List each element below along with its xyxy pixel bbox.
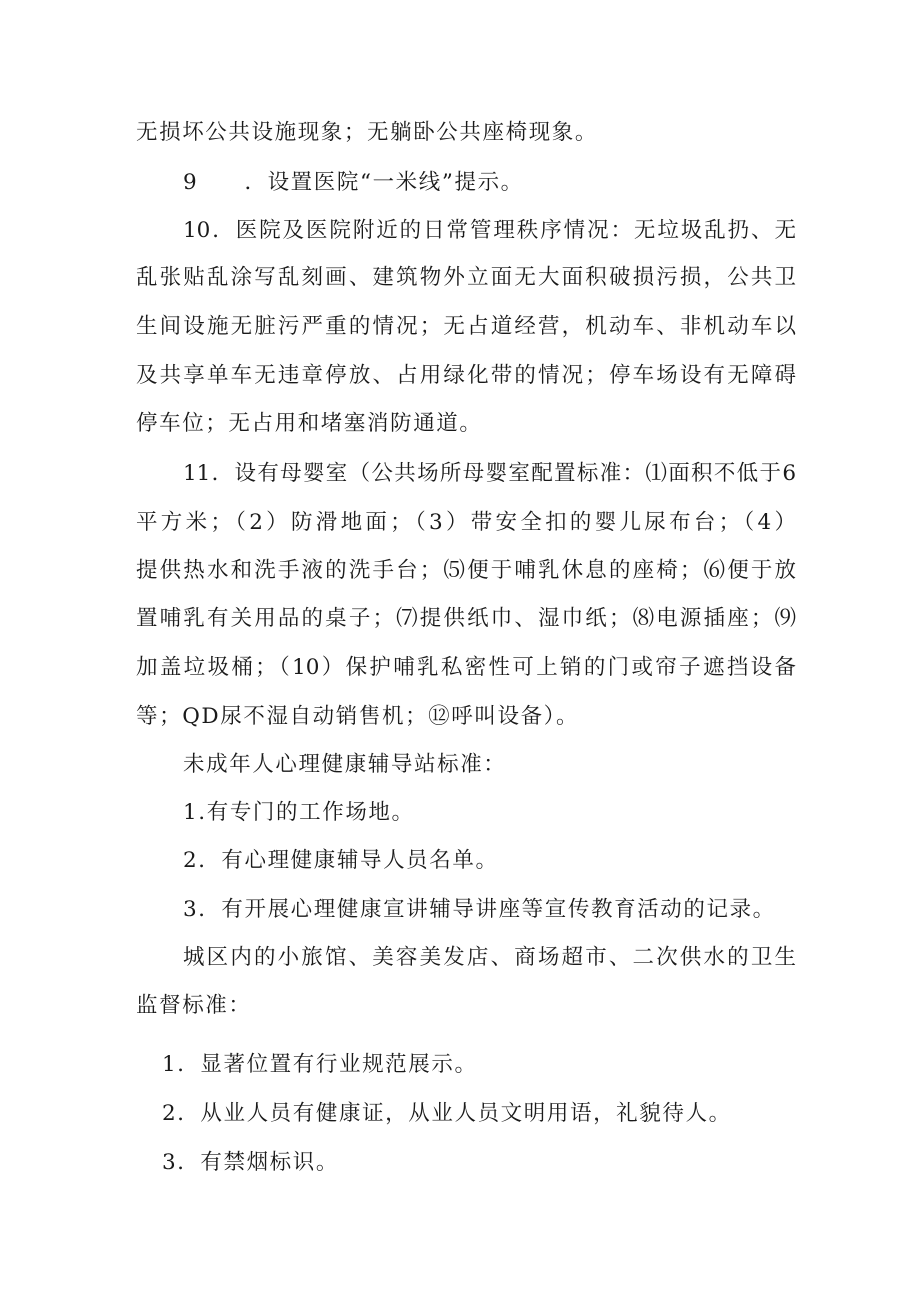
text-line: 3．有禁烟标识。 [162,1150,339,1175]
text-line: 监督标准： [136,993,252,1018]
text-line: 无损坏公共设施现象；无躺卧公共座椅现象。 [136,120,599,145]
text-line: 3．有开展心理健康宣讲辅导讲座等宣传教育活动的记录。 [183,897,776,922]
text-line: 及共享单车无违章停放、占用绿化带的情况；停车场设有无障碍 [136,363,796,388]
text-line: 10．医院及医院附近的日常管理秩序情况：无垃圾乱扔、无 [183,218,796,243]
text-line: 加盖垃圾桶；（10）保护哺乳私密性可上销的门或帘子遮挡设备 [136,655,796,680]
text-line: 置哺乳有关用品的桌子；⑺提供纸巾、湿巾纸；⑻电源插座；⑼ [136,606,796,631]
text-line: 2．有心理健康辅导人员名单。 [183,848,499,873]
text-line: 提供热水和洗手液的洗手台；⑸便于哺乳休息的座椅；⑹便于放 [136,558,796,583]
text-line: 11．设有母婴室（公共场所母婴室配置标准：⑴面积不低于6 [183,461,796,486]
text-line: 生间设施无脏污严重的情况；无占道经营，机动车、非机动车以 [136,314,796,339]
text-line: 1．显著位置有行业规范展示。 [162,1052,478,1077]
text-line: 9 ．设置医院“一米线”提示。 [183,170,524,195]
text-line: 平方米；（2）防滑地面；（3）带安全扣的婴儿尿布台；（4） [136,510,796,535]
text-line: 城区内的小旅馆、美容美发店、商场超市、二次供水的卫生 [183,945,796,970]
text-line: 等；QD尿不湿自动销售机；⑫呼叫设备）。 [136,704,580,729]
text-line: 未成年人心理健康辅导站标准： [183,752,507,777]
text-line: 乱张贴乱涂写乱刻画、建筑物外立面无大面积破损污损，公共卫 [136,265,796,290]
text-line: 停车位；无占用和堵塞消防通道。 [136,411,483,436]
text-line: 2．从业人员有健康证，从业人员文明用语，礼貌待人。 [162,1101,732,1126]
text-line: 1.有专门的工作场地。 [183,800,415,825]
